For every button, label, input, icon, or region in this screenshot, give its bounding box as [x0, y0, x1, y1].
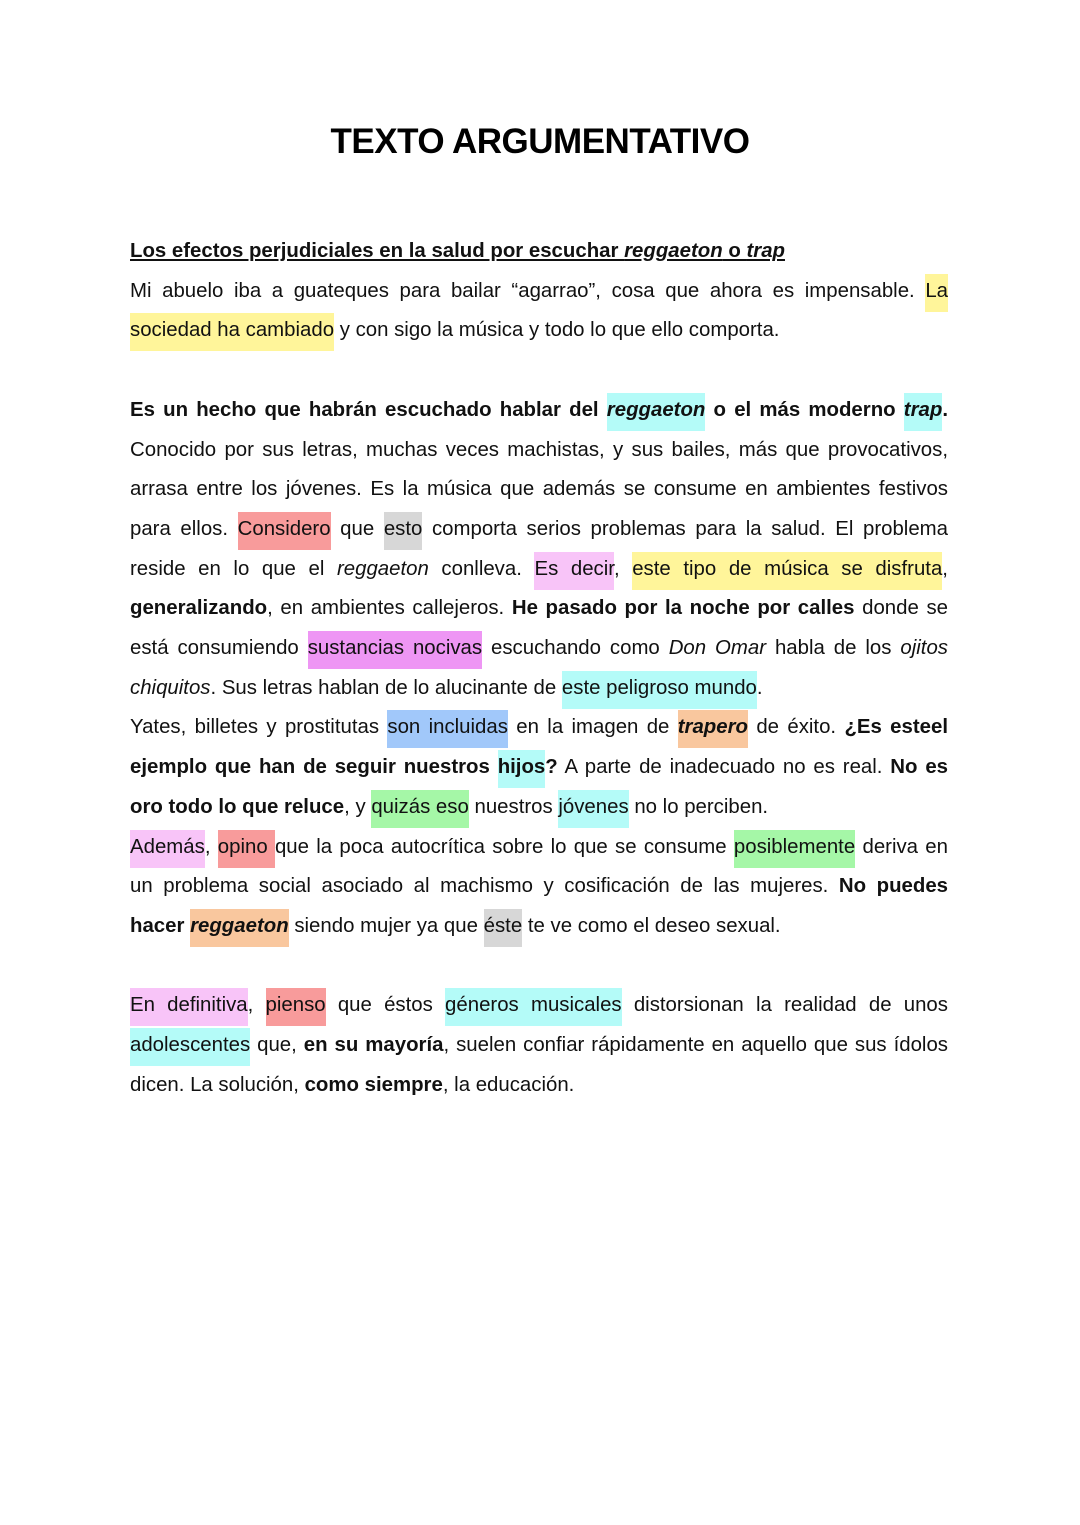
text-run: , suelen confiar rápidamente en aquello que sus ídolos dicen. La solución,	[130, 1034, 948, 1096]
subtitle-text: Los efectos perjudiciales en la salud por escuchar	[130, 240, 625, 262]
highlight-thesis: La sociedad ha cambiado	[130, 274, 948, 352]
highlight-posiblemente: posiblemente	[734, 830, 855, 868]
highlight-generos: géneros musicales	[445, 988, 622, 1026]
text-run: ,	[204, 835, 218, 858]
highlight-reggaeton-2: reggaeton	[190, 909, 289, 947]
highlight-considero: Considero	[238, 512, 331, 550]
conclusion-paragraph	[130, 986, 948, 1105]
highlight-este: éste	[484, 909, 523, 947]
text-run: , en ambientes callejeros.	[267, 597, 512, 620]
highlight-trap: trap	[904, 393, 943, 431]
document-body	[130, 232, 948, 1105]
text-run: no lo perciben.	[628, 795, 769, 818]
bold-run: No es oro todo lo que reluce	[130, 756, 948, 818]
text-run: siendo mujer ya que	[288, 914, 484, 937]
highlight-son-incluidas: son incluidas	[387, 710, 508, 748]
text-run: ,	[247, 994, 266, 1017]
text-run: conlleva.	[428, 557, 535, 580]
text-run: escuchando como	[482, 637, 669, 660]
text-run: de éxito.	[748, 716, 845, 739]
highlight-jovenes: jóvenes	[558, 790, 628, 828]
text-run: en la imagen de	[507, 716, 678, 739]
highlight-ademas: Además	[130, 830, 205, 868]
highlight-quizas: quizás eso	[371, 790, 468, 828]
italic-run: ojitos chiquitos	[130, 637, 948, 699]
bold-run: ?	[545, 756, 558, 779]
italic-run: reggaeton	[336, 557, 429, 580]
subtitle-o: o	[722, 240, 747, 262]
highlight-opino: opino	[218, 830, 275, 868]
bold-run: He pasado por la noche por calles	[511, 597, 855, 620]
highlight-peligroso: este peligroso mundo	[562, 671, 757, 709]
text-run: .	[756, 676, 763, 699]
text-run: ,	[942, 557, 948, 580]
bold-run: .	[942, 398, 948, 421]
highlight-es-decir: Es decir	[534, 552, 613, 590]
body-paragraph-3	[130, 828, 948, 947]
italic-run: Don Omar	[668, 637, 767, 660]
highlight-trapero: trapero	[678, 710, 748, 748]
text-run: nuestros	[468, 795, 559, 818]
intro-paragraph	[130, 272, 948, 351]
text-run: que la poca autocrítica sobre lo que se consume	[274, 835, 734, 858]
bold-run: en su mayoría	[303, 1034, 444, 1057]
text-run: te ve como el deseo sexual.	[522, 914, 781, 937]
text-run: donde se está consumiendo	[130, 597, 948, 660]
highlight-este-tipo: este tipo de música se disfruta	[632, 552, 942, 590]
text-run: Conocido por sus letras, muchas veces machistas, y sus bailes, más que provocativos, arrasa entre los jóvenes. Es la música que además se consume en ambientes festivos para ellos.	[130, 438, 948, 540]
body-paragraph-1	[130, 391, 948, 709]
highlight-sustancias: sustancias nocivas	[308, 631, 482, 669]
bold-run: No puedes hacer	[130, 875, 948, 937]
subtitle	[130, 232, 948, 272]
highlight-esto: esto	[384, 512, 423, 550]
text-run: y con sigo la música y todo lo que ello comporta.	[334, 319, 780, 342]
text-run: que	[330, 517, 384, 540]
highlight-reggaeton: reggaeton	[607, 393, 706, 431]
text-run: . Sus letras hablan de lo alucinante de	[210, 676, 562, 699]
text-run: A parte de inadecuado no es real.	[557, 756, 891, 779]
body-paragraph-2	[130, 708, 948, 827]
text-run: ,	[613, 557, 633, 580]
bold-run: como siempre	[304, 1073, 443, 1096]
highlight-adolescentes: adolescentes	[130, 1028, 250, 1066]
text-run: habla de los	[766, 637, 901, 660]
bold-run: ¿Es esteel ejemplo que han de seguir nuestros	[130, 716, 948, 779]
subtitle-italic-trap: trap	[746, 240, 785, 262]
bold-run: generalizando	[130, 597, 268, 620]
bold-run: Es un hecho que habrán escuchado hablar del	[130, 398, 607, 421]
text-run: Yates, billetes y prostitutas	[130, 716, 388, 739]
text-run: que,	[250, 1034, 304, 1057]
highlight-en-definitiva: En definitiva	[130, 988, 248, 1026]
text-run: , la educación.	[442, 1073, 575, 1096]
text-run: deriva en un problema social asociado al machismo y cosificación de las mujeres.	[130, 835, 948, 898]
subtitle-italic-reggaeton: reggaeton	[624, 240, 723, 262]
bold-run: o el más moderno	[705, 398, 904, 421]
text-run: que éstos	[325, 994, 446, 1017]
text-run: comporta serios problemas para la salud. El problema reside en lo que el	[130, 517, 948, 580]
text-run: , y	[344, 795, 372, 818]
text-run: distorsionan la realidad de unos	[621, 994, 948, 1017]
highlight-pienso: pienso	[266, 988, 326, 1026]
text-run: Mi abuelo iba a guateques para bailar “agarrao”, cosa que ahora es impensable.	[130, 279, 926, 302]
highlight-hijos: hijos	[498, 750, 546, 788]
document-title: TEXTO ARGUMENTATIVO	[330, 122, 750, 161]
